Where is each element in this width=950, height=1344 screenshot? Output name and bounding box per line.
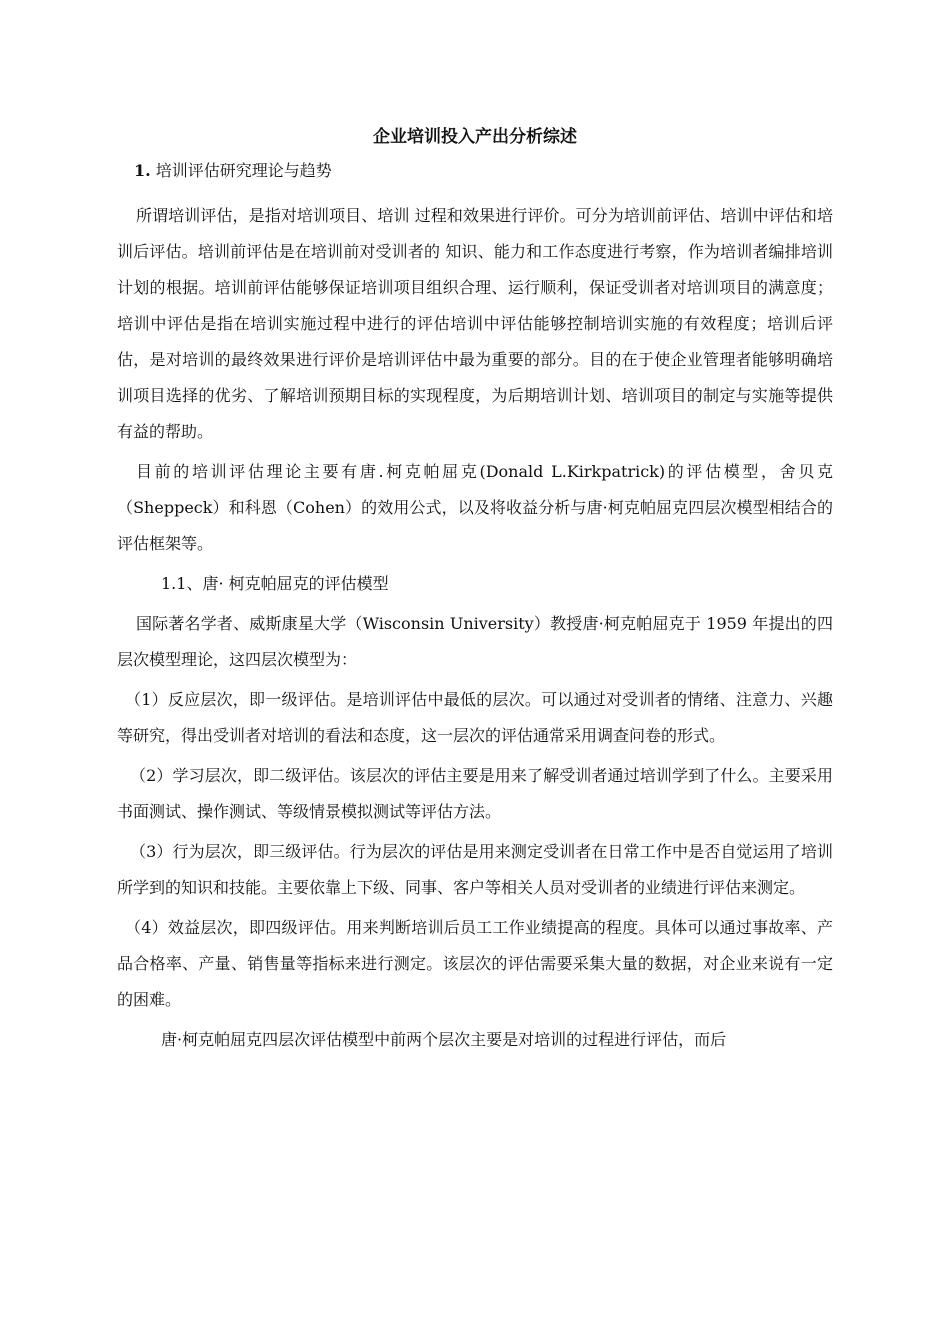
paragraph-level-4: （4）效益层次，即四级评估。用来判断培训后员工工作业绩提高的程度。具体可以通过事故率、产品合格率、产量、销售量等指标来进行测定。该层次的评估需要采集大量的数据，对企业来说有一定的困难。 (117, 918, 833, 1009)
paragraph-theories: 目前的培训评估理论主要有唐.柯克帕屈克(Donald L.Kirkpatrick)的评估模型，舍贝克（Sheppeck）和科恩（Cohen）的效用公式，以及将收益分析与唐·柯克帕屈克四层次模型相结合的评估框架等。 (117, 462, 833, 553)
section-label: 培训评估研究理论与趋势 (155, 161, 332, 180)
paragraph-level-1: （1）反应层次，即一级评估。是培训评估中最低的层次。可以通过对受训者的情绪、注意力、兴趣等研究，得出受训者对培训的看法和态度，这一层次的评估通常采用调查问卷的形式。 (117, 690, 833, 745)
section-number: 1. (134, 161, 151, 180)
subsection-heading: 1.1、唐· 柯克帕屈克的评估模型 (161, 574, 389, 593)
paragraph-summary: 唐·柯克帕屈克四层次评估模型中前两个层次主要是对培训的过程进行评估，而后 (161, 1030, 727, 1049)
document-title: 企业培训投入产出分析综述 (373, 127, 577, 147)
paragraph-model-intro: 国际著名学者、威斯康星大学（Wisconsin University）教授唐·柯克帕屈克于 1959 年提出的四层次模型理论，这四层次模型为： (117, 614, 833, 669)
paragraph-level-3: （3）行为层次，即三级评估。行为层次的评估是用来测定受训者在日常工作中是否自觉运用了培训所学到的知识和技能。主要依靠上下级、同事、客户等相关人员对受训者的业绩进行评估来测定。 (117, 842, 833, 897)
paragraph-level-2: （2）学习层次，即二级评估。该层次的评估主要是用来了解受训者通过培训学到了什么。主要采用书面测试、操作测试、等级情景模拟测试等评估方法。 (117, 766, 833, 821)
document-body (117, 124, 833, 1062)
paragraph-definition: 所谓培训评估，是指对培训项目、培训 过程和效果进行评价。可分为培训前评估、培训中评估和培训后评估。培训前评估是在培训前对受训者的 知识、能力和工作态度进行考察，作为培训者编排培训计划的根据。培训前评估能够保证培训项目组织合理、运行顺利，保证受训者对培训项目的满意度；培训中评估是指在培训实施过程中进行的评估培训中评估能够控制培训实施的有效程度；培训后评估，是对培训的最终效果进行评价是培训评估中最为重要的部分。目的在于使企业管理者能够明确培训项目选择的优劣、了解培训预期目标的实现程度，为后期培训计划、培训项目的制定与实施等提供有益的帮助。 (117, 206, 833, 441)
section-heading (134, 159, 833, 183)
